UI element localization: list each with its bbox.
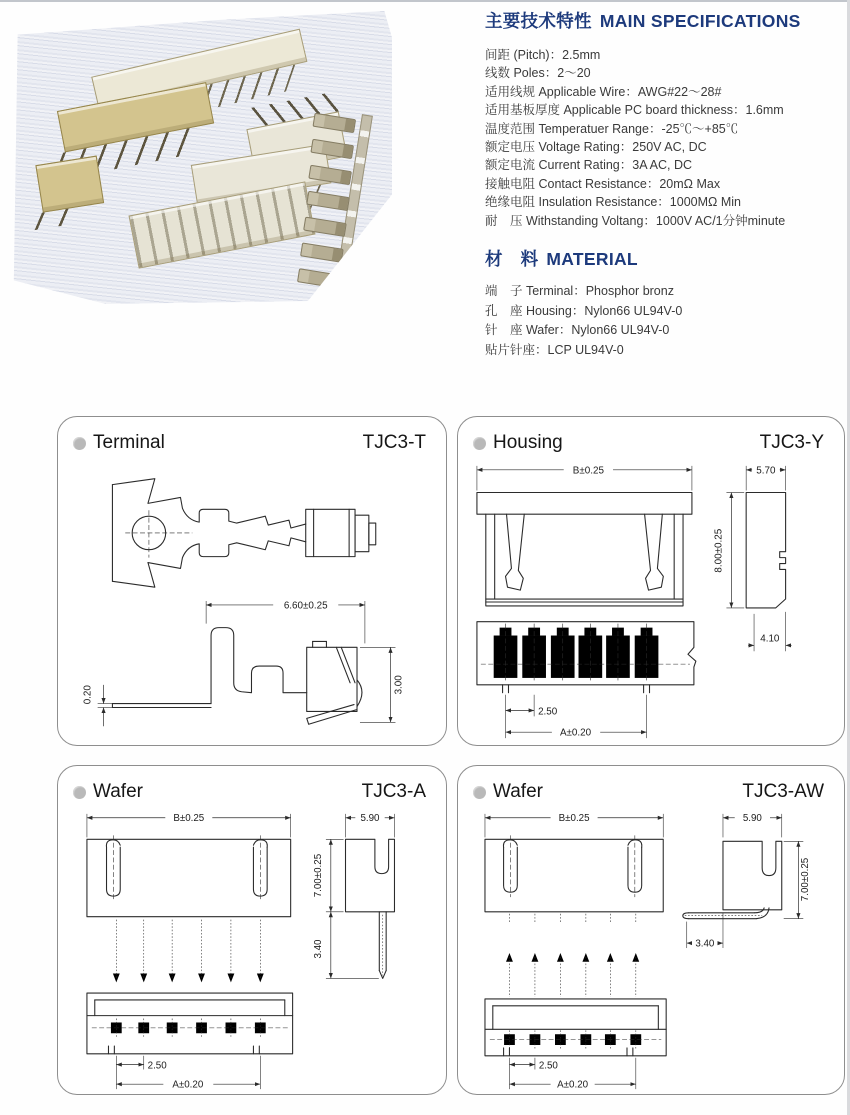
spec-item: 绝缘电阻 Insulation Resistance：1000MΩ Min xyxy=(485,195,741,210)
spec-title-en: MAIN SPECIFICATIONS xyxy=(599,11,801,31)
dim-side-width: 5.70 xyxy=(756,465,776,477)
panel-terminal xyxy=(57,416,447,746)
dim-width: B±0.25 xyxy=(173,813,205,825)
dim-pin-length: 3.40 xyxy=(695,938,715,950)
material-item: 针 座 Wafer：Nylon66 UL94V-0 xyxy=(485,323,670,338)
terminal-drawing xyxy=(58,458,443,744)
material-title xyxy=(485,246,845,271)
material-item: 端 子 Terminal：Phosphor bronz xyxy=(485,284,674,299)
spec-item: 额定电流 Current Rating：3A AC, DC xyxy=(485,158,693,173)
material-item: 孔 座 Housing：Nylon66 UL94V-0 xyxy=(485,303,683,318)
dim-pitch: 2.50 xyxy=(147,1060,167,1072)
material-item: 贴片针座：LCP UL94V-0 xyxy=(485,342,624,357)
housing-front-view xyxy=(477,493,692,606)
material-title-en: MATERIAL xyxy=(546,249,638,270)
dim-height: 7.00±0.25 xyxy=(313,853,325,898)
wafer-a-side-view xyxy=(346,839,395,978)
spec-item: 线数 Poles：2～20 xyxy=(485,66,591,81)
panel-wafer-aw-header xyxy=(458,766,844,807)
dim-height: 3.00 xyxy=(393,675,405,695)
panel-terminal-header xyxy=(58,417,446,458)
wafer-a-drawing xyxy=(58,807,443,1093)
dim-length: 6.60±0.25 xyxy=(283,600,328,612)
specifications-section xyxy=(485,8,845,360)
dim-base-depth: 4.10 xyxy=(760,633,780,645)
spec-title-zh: 主要技术特性 xyxy=(485,11,592,31)
photo-connector-smd xyxy=(35,156,106,229)
housing-side-view xyxy=(746,493,785,608)
panel-model: TJC3-A xyxy=(361,781,426,802)
terminal-side-view xyxy=(112,628,362,725)
panel-model: TJC3-AW xyxy=(742,781,824,802)
wafer-aw-drawing xyxy=(458,807,843,1093)
dim-pitch: 2.50 xyxy=(538,1060,558,1072)
panel-title: Wafer xyxy=(493,781,543,802)
dim-height: 8.00±0.25 xyxy=(713,528,725,573)
spec-item: 接触电阻 Contact Resistance：20mΩ Max xyxy=(485,176,721,191)
dim-height: 7.00±0.25 xyxy=(800,857,812,902)
dim-span: A±0.20 xyxy=(559,727,592,739)
panel-wafer-aw xyxy=(457,765,845,1095)
dim-span: A±0.20 xyxy=(557,1079,589,1091)
panel-title: Terminal xyxy=(93,432,165,453)
panel-wafer-a-header xyxy=(58,766,446,807)
scan-edge-top xyxy=(0,0,850,2)
panel-title: Housing xyxy=(493,432,563,453)
dim-width: B±0.25 xyxy=(558,813,590,825)
bullet-icon xyxy=(73,437,86,450)
spec-item: 额定电压 Voltage Rating：250V AC, DC xyxy=(485,140,707,155)
panel-model: TJC3-T xyxy=(362,432,426,453)
panel-model: TJC3-Y xyxy=(759,432,824,453)
spec-item: 适用基板厚度 Applicable PC board thickness：1.6mm xyxy=(485,103,784,118)
spec-item: 温度范围 Temperatuer Range：-25℃～+85℃ xyxy=(485,121,739,136)
panel-title: Wafer xyxy=(93,781,143,802)
dim-pitch: 2.50 xyxy=(538,706,558,718)
housing-bottom-view xyxy=(477,622,696,693)
wafer-a-top-view xyxy=(87,993,293,1054)
wafer-aw-top-view xyxy=(485,953,666,1056)
bullet-icon xyxy=(73,786,86,799)
bullet-icon xyxy=(473,437,486,450)
spec-item: 间距 (Pitch)：2.5mm xyxy=(485,48,601,62)
panel-housing-header xyxy=(458,417,844,458)
dim-pin-length: 3.40 xyxy=(313,939,325,959)
material-title-zh: 材 料 xyxy=(485,249,539,270)
product-photo xyxy=(10,8,392,304)
spec-item: 耐 压 Withstanding Voltang：1000V AC/1分钟minute xyxy=(485,213,786,228)
dim-side-width: 5.90 xyxy=(360,813,380,825)
panel-wafer-a xyxy=(57,765,447,1095)
dim-span: A±0.20 xyxy=(172,1079,204,1091)
dim-width: B±0.25 xyxy=(572,465,604,477)
wafer-aw-side-view xyxy=(683,841,782,918)
spec-title xyxy=(485,8,845,33)
bullet-icon xyxy=(473,786,486,799)
dim-side-width: 5.90 xyxy=(742,813,762,825)
panel-housing xyxy=(457,416,845,746)
spec-item: 适用线规 Applicable Wire：AWG#22～28# xyxy=(485,84,722,99)
housing-drawing xyxy=(458,458,843,744)
dim-thickness: 0.20 xyxy=(82,685,94,705)
wafer-aw-front-view xyxy=(485,839,663,925)
